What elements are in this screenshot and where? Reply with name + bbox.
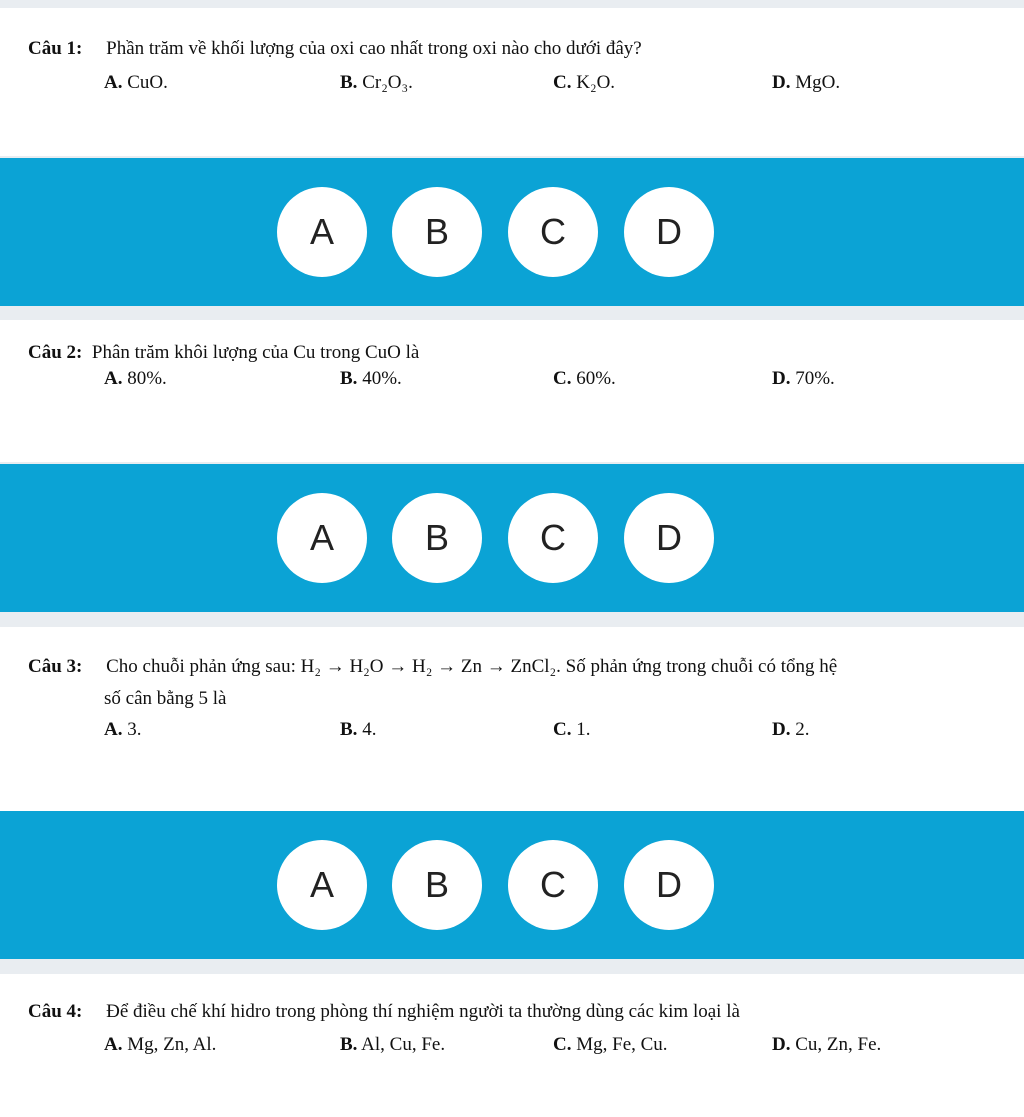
option-d: D. 70%. — [772, 368, 835, 389]
question-2-label: Câu 2: — [28, 342, 83, 363]
option-b: B. Cr₂O₃. — [340, 72, 413, 93]
answer-button-c[interactable]: C — [508, 187, 598, 277]
answer-band-3 — [0, 811, 1024, 959]
answer-button-a[interactable]: A — [277, 840, 367, 930]
question-4-text: Để điều chế khí hidro trong phòng thí nghiệm người ta thường dùng các kim loại là — [106, 1001, 740, 1022]
answer-button-d[interactable]: D — [624, 187, 714, 277]
answer-button-a[interactable]: A — [277, 187, 367, 277]
option-a: A. CuO. — [104, 72, 168, 93]
answer-button-c[interactable]: C — [508, 493, 598, 583]
option-c: C. Mg, Fe, Cu. — [553, 1034, 668, 1055]
option-b: B. Al, Cu, Fe. — [340, 1034, 446, 1055]
question-2-card — [0, 320, 1024, 462]
question-3-line — [28, 652, 994, 682]
question-1-line — [28, 34, 994, 64]
question-1-text: Phần trăm về khối lượng của oxi cao nhất trong oxi nào cho dưới đây? — [106, 38, 642, 59]
option-c: C. 1. — [553, 719, 591, 740]
answer-band-2 — [0, 464, 1024, 612]
question-3-card — [0, 627, 1024, 811]
option-d: D. 2. — [772, 719, 810, 740]
question-2-line — [28, 338, 994, 368]
answer-button-b[interactable]: B — [392, 840, 482, 930]
question-4-card — [0, 974, 1024, 1117]
answer-button-b[interactable]: B — [392, 187, 482, 277]
option-a: A. Mg, Zn, Al. — [104, 1034, 217, 1055]
question-4-label: Câu 4: — [28, 1001, 83, 1022]
option-b: B. 40%. — [340, 368, 402, 389]
option-d: D. Cu, Zn, Fe. — [772, 1034, 882, 1055]
answer-button-d[interactable]: D — [624, 493, 714, 583]
question-4-line — [28, 997, 994, 1027]
answer-button-c[interactable]: C — [508, 840, 598, 930]
answer-band-1 — [0, 158, 1024, 306]
answer-button-b[interactable]: B — [392, 493, 482, 583]
option-b: B. 4. — [340, 719, 377, 740]
answer-button-a[interactable]: A — [277, 493, 367, 583]
question-3-text-continued: số cân bằng 5 là — [104, 688, 227, 709]
question-1-label: Câu 1: — [28, 38, 83, 59]
option-a: A. 3. — [104, 719, 142, 740]
question-3-label: Câu 3: — [28, 656, 83, 677]
option-a: A. 80%. — [104, 368, 167, 389]
question-2-text: Phân trăm khôi lượng của Cu trong CuO là — [91, 342, 420, 363]
question-1-card — [0, 8, 1024, 156]
answer-button-d[interactable]: D — [624, 840, 714, 930]
option-c: C. 60%. — [553, 368, 616, 389]
option-c: C. K₂O. — [553, 72, 616, 93]
question-3-text: Cho chuỗi phản ứng sau: H₂ → H₂O → H₂ → Zn → ZnCl₂. Số phản ứng trong chuỗi có tổng hệ — [106, 656, 838, 677]
option-d: D. MgO. — [772, 72, 841, 93]
